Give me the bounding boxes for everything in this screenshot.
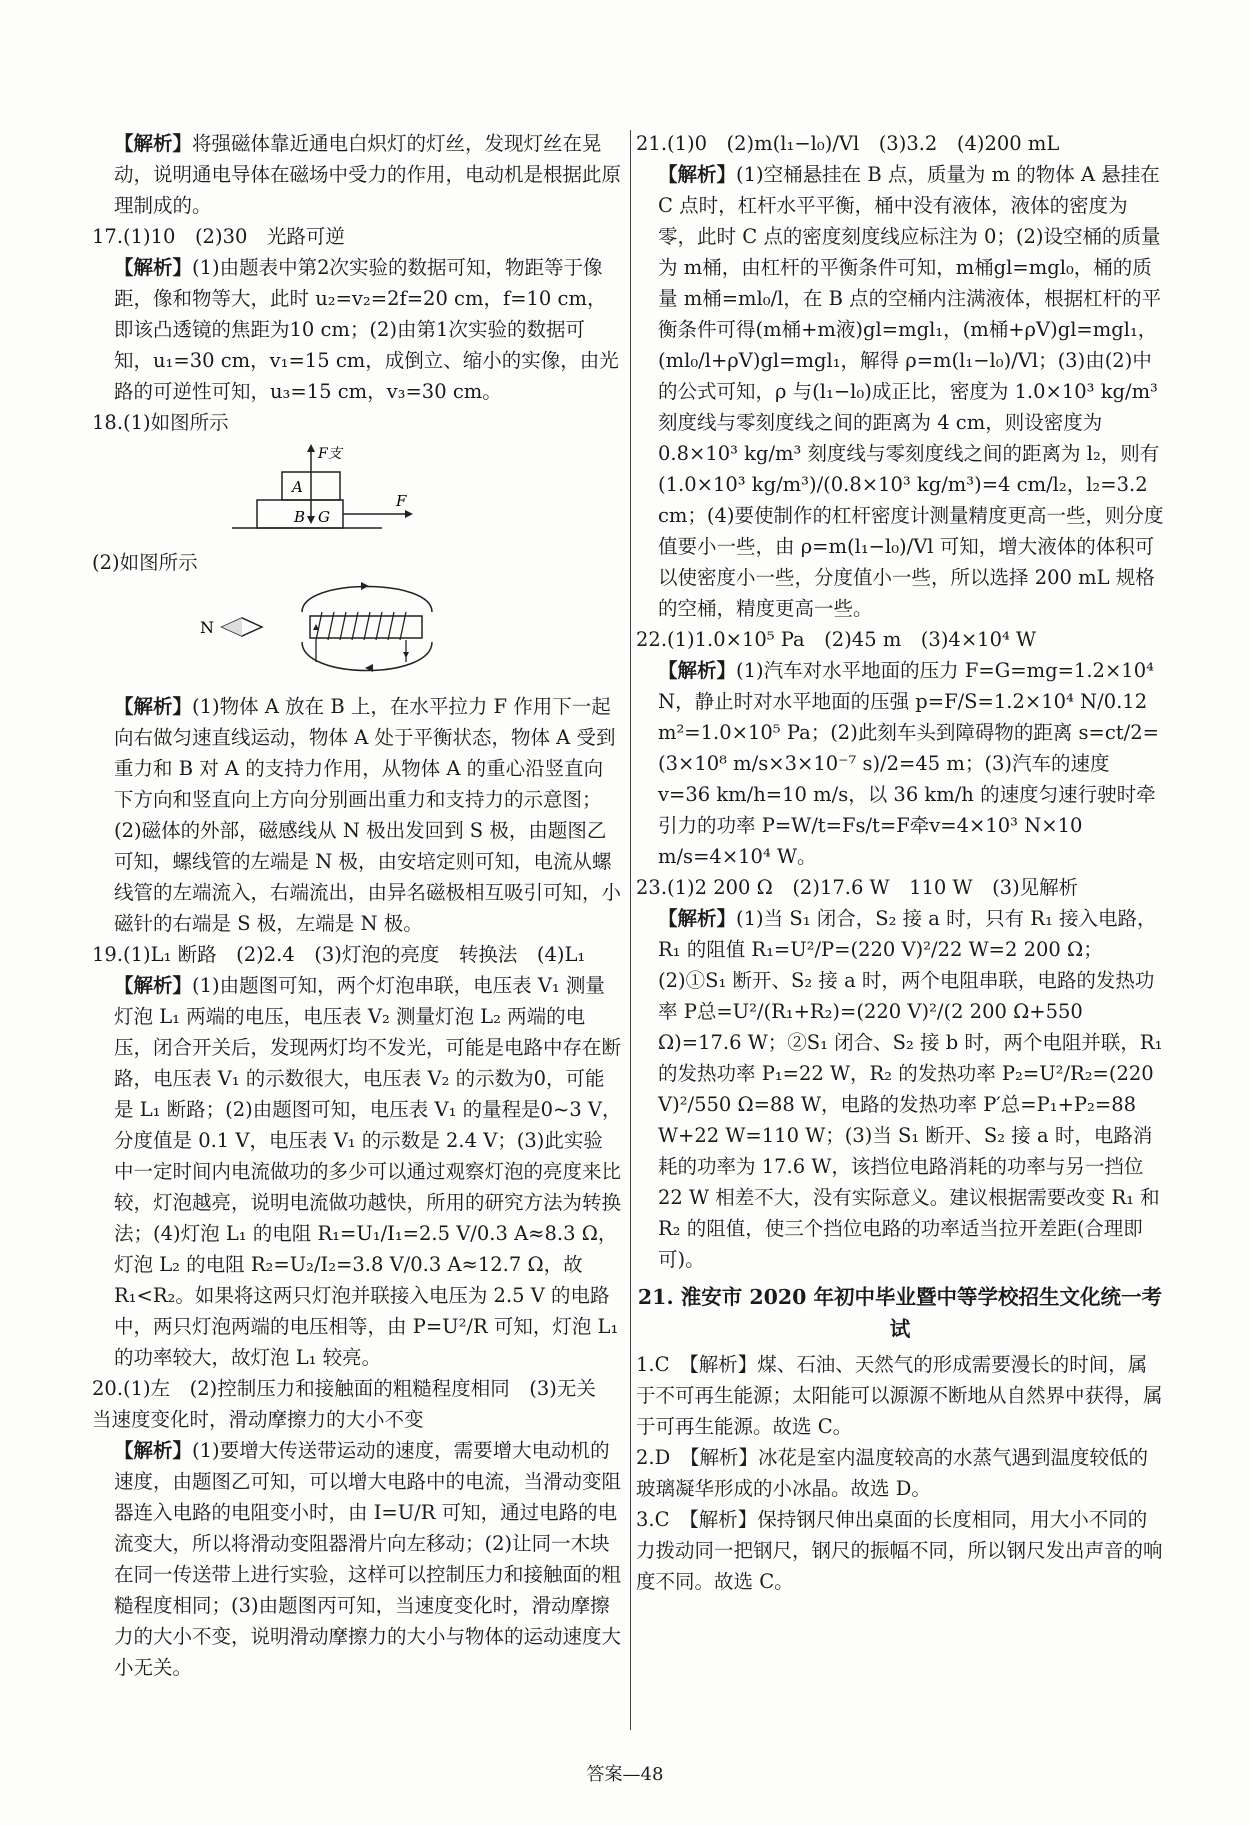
column-divider	[630, 130, 631, 1730]
explanation-text: (1)物体 A 放在 B 上，在水平拉力 F 作用下一起向右做匀速直线运动，物体 A 处于平衡状态，物体 A 受到重力和 B 对 A 的支持力作用，从物体 A 的重心沿竖直向下方向和竖直向上方向分别画出重力和支持力的示意图；(2)磁体的外部，磁感线从 N 极出发回到 S 极，由题图乙可知，螺线管的左端是 N 极，由安培定则可知，电流从螺线管的左端流入，右端流出，由异名磁极相互吸引可知，小磁针的右端是 S 极，左端是 N 极。	[114, 695, 622, 935]
q20-answer: 20.(1)左 (2)控制压力和接触面的粗糙程度相同 (3)无关 当速度变化时，滑动摩擦力的大小不变	[92, 1377, 616, 1431]
explanation-text: (1)由题表中第2次实验的数据可知，物距等于像距，像和物等大，此时 u₂=v₂=2f=20 cm，f=10 cm，即该凸透镜的焦距为10 cm；(2)由第1次实验的数据可知，u₁=30 cm，v₁=15 cm，成倒立、缩小的实像，由光路的可逆性可知，u₃=15 cm，v₃=30 cm。	[114, 256, 619, 403]
block-a-label: A	[292, 478, 303, 496]
section-q1: 1.C 【解析】煤、石油、天然气的形成需要漫长的时间，属于不可再生能源；太阳能可以源源不断地从自然界中获得，属于可再生能源。故选 C。	[636, 1353, 1163, 1438]
q20-explanation	[92, 1435, 622, 1683]
q16-explanation	[92, 128, 622, 221]
solenoid-diagram	[92, 582, 622, 678]
solenoid-core	[310, 616, 422, 638]
q18-answer-2: (2)如图所示	[92, 551, 198, 574]
current-arrow-icon	[403, 652, 409, 658]
compass-needle-half-icon	[222, 618, 242, 636]
block-force-diagram	[92, 442, 622, 534]
q17-answer: 17.(1)10 (2)30 光路可逆	[92, 225, 345, 248]
explanation-tag: 【解析】	[114, 1439, 193, 1462]
explanation-tag: 【解析】	[658, 163, 737, 186]
explanation-tag: 【解析】	[114, 132, 193, 155]
support-force-label: F支	[318, 446, 342, 462]
section-q3: 3.C 【解析】保持钢尺伸出桌面的长度相同，用大小不同的力拨动同一把钢尺，钢尺的振幅不同，所以钢尺发出声音的响度不同。故选 C。	[636, 1508, 1163, 1593]
page-footer: 答案—48	[586, 1764, 664, 1785]
field-line-bottom	[302, 642, 432, 671]
gravity-label: G	[318, 508, 330, 526]
explanation-tag: 【解析】	[114, 974, 193, 997]
field-line-top	[302, 587, 432, 613]
force-diagram-figure	[92, 442, 622, 543]
q19-explanation	[92, 970, 622, 1373]
q21-explanation	[636, 159, 1164, 624]
explanation-text: (1)由题图可知，两个灯泡串联，电压表 V₁ 测量灯泡 L₁ 两端的电压，电压表 V₂ 测量灯泡 L₂ 两端的电压，闭合开关后，发现两灯均不发光，可能是电路中存在断路，电压表 V₁ 的示数很大，电压表 V₂ 的示数为0，可能是 L₁ 断路；(2)由题图可知，电压表 V₁ 的量程是0~3 V，分度值是 0.1 V，电压表 V₁ 的示数是 2.4 V；(3)此实验中一定时间内电流做功的多少可以通过观察灯泡的亮度来比较，灯泡越亮，说明电流做功越快，所用的研究方法为转换法；(4)灯泡 L₁ 的电阻 R₁=U₁/I₁=2.5 V/0.3 A≈8.3 Ω，灯泡 L₂ 的电阻 R₂=U₂/I₂=3.8 V/0.3 A≈12.7 Ω，故 R₁<R₂。如果将这两只灯泡并联接入电压为 2.5 V 的电路中，两只灯泡两端的电压相等，由 P=U²/R 可知，灯泡 L₁ 的功率较大，故灯泡 L₁ 较亮。	[114, 974, 622, 1369]
q23-answer: 23.(1)2 200 Ω (2)17.6 W 110 W (3)见解析	[636, 876, 1079, 899]
q22-explanation	[636, 655, 1164, 872]
section-heading: 21. 淮安市 2020 年初中毕业暨中等学校招生文化统一考试	[637, 1285, 1163, 1341]
explanation-tag: 【解析】	[114, 695, 193, 718]
solenoid-figure	[92, 582, 622, 687]
q22-answer: 22.(1)1.0×10⁵ Pa (2)45 m (3)4×10⁴ W	[636, 628, 1037, 651]
section-q2: 2.D 【解析】冰花是室内温度较高的水蒸气遇到温度较低的玻璃凝华形成的小冰晶。故选 D。	[636, 1446, 1148, 1500]
explanation-text: (1)要增大传送带运动的速度，需要增大电动机的速度，由题图乙可知，可以增大电路中的电流，当滑动变阻器连入电路的电阻变小时，由 I=U/R 可知，通过电路的电流变大，所以将滑动变阻器滑片向左移动；(2)让同一木块在同一传送带上进行实验，这样可以控制压力和接触面的粗糙程度相同；(3)由题图丙可知，当速度变化时，滑动摩擦力的大小不变，说明滑动摩擦力的大小与物体的运动速度大小无关。	[114, 1439, 622, 1679]
explanation-text: 将强磁体靠近通电白炽灯的灯丝，发现灯丝在晃动，说明通电导体在磁场中受力的作用，电动机是根据此原理制成的。	[114, 132, 622, 217]
right-column	[636, 128, 1164, 1597]
arrow-head-icon	[361, 582, 369, 590]
q19-answer: 19.(1)L₁ 断路 (2)2.4 (3)灯泡的亮度 转换法 (4)L₁	[92, 943, 586, 966]
explanation-tag: 【解析】	[114, 256, 193, 279]
explanation-text: (1)汽车对水平地面的压力 F=G=mg=1.2×10⁴ N，静止时对水平地面的压强 p=F/S=1.2×10⁴ N/0.12 m²=1.0×10⁵ Pa；(2)此刻车头到障碍物的距离 s=ct/2=(3×10⁸ m/s×3×10⁻⁷ s)/2=45 m；(3)汽车的速度 v=36 km/h=10 m/s，以 36 km/h 的速度匀速行驶时牵引力的功率 P=W/t=Fs/t=F牵v=4×10³ N×10 m/s=4×10⁴ W。	[658, 659, 1159, 868]
q23-explanation	[636, 903, 1164, 1275]
explanation-text: (1)空桶悬挂在 B 点，质量为 m 的物体 A 悬挂在 C 点时，杠杆水平平衡，桶中没有液体，液体的密度为零，此时 C 点的密度刻度线应标注为 0；(2)设空桶的质量为 m桶，由杠杆的平衡条件可知，m桶gl=mgl₀，桶的质量 m桶=ml₀/l，在 B 点的空桶内注满液体，根据杠杆的平衡条件可得(m桶+m液)gl=mgl₁，(m桶+ρV)gl=mgl₁，(ml₀/l+ρV)gl=mgl₁，解得 ρ=m(l₁−l₀)/Vl；(3)由(2)中的公式可知，ρ 与(l₁−l₀)成正比，密度为 1.0×10³ kg/m³ 刻度线与零刻度线之间的距离为 4 cm，则设密度为 0.8×10³ kg/m³ 刻度线与零刻度线之间的距离为 l₂，则有 (1.0×10³ kg/m³)/(0.8×10³ kg/m³)=4 cm/l₂，l₂=3.2 cm；(4)要使制作的杠杆密度计测量精度更高一些，则分度值要小一些，由 ρ=m(l₁−l₀)/Vl 可知，增大液体的体积可以使密度小一些，分度值小一些，所以选择 200 mL 规格的空桶，精度更高一些。	[658, 163, 1164, 620]
block-b-label: B	[294, 508, 306, 526]
q18-answer-1: 18.(1)如图所示	[92, 411, 229, 434]
arrow-head-icon	[307, 516, 315, 524]
explanation-tag: 【解析】	[658, 659, 737, 682]
explanation-tag: 【解析】	[658, 907, 737, 930]
left-column	[92, 128, 622, 1683]
current-arrow-icon	[313, 624, 319, 630]
arrow-head-icon	[405, 510, 413, 518]
q18-explanation	[92, 691, 622, 939]
pull-force-label: F	[396, 492, 407, 510]
north-pole-label: N	[200, 618, 214, 637]
arrow-head-icon	[307, 444, 315, 452]
q17-explanation	[92, 252, 622, 407]
q21-answer: 21.(1)0 (2)m(l₁−l₀)/Vl (3)3.2 (4)200 mL	[636, 132, 1060, 155]
explanation-text: (1)当 S₁ 闭合，S₂ 接 a 时，只有 R₁ 接入电路，R₁ 的阻值 R₁=U²/P=(220 V)²/22 W=2 200 Ω；(2)①S₁ 断开、S₂ 接 a 时，两个电阻串联，电路的发热功率 P总=U²/(R₁+R₂)=(220 V)²/(2 200 Ω+550 Ω)=17.6 W；②S₁ 闭合、S₂ 接 b 时，两个电阻并联，R₁ 的发热功率 P₁=22 W，R₂ 的发热功率 P₂=U²/R₂=(220 V)²/550 Ω=88 W，电路的发热功率 P′总=P₁+P₂=88 W+22 W=110 W；(3)当 S₁ 断开、S₂ 接 a 时，电路消耗的功率为 17.6 W，该挡位电路消耗的功率与另一挡位 22 W 相差不大，没有实际意义。建议根据需要改变 R₁ 和 R₂ 的阻值，使三个挡位电路的功率适当拉开差距(合理即可)。	[658, 907, 1163, 1271]
